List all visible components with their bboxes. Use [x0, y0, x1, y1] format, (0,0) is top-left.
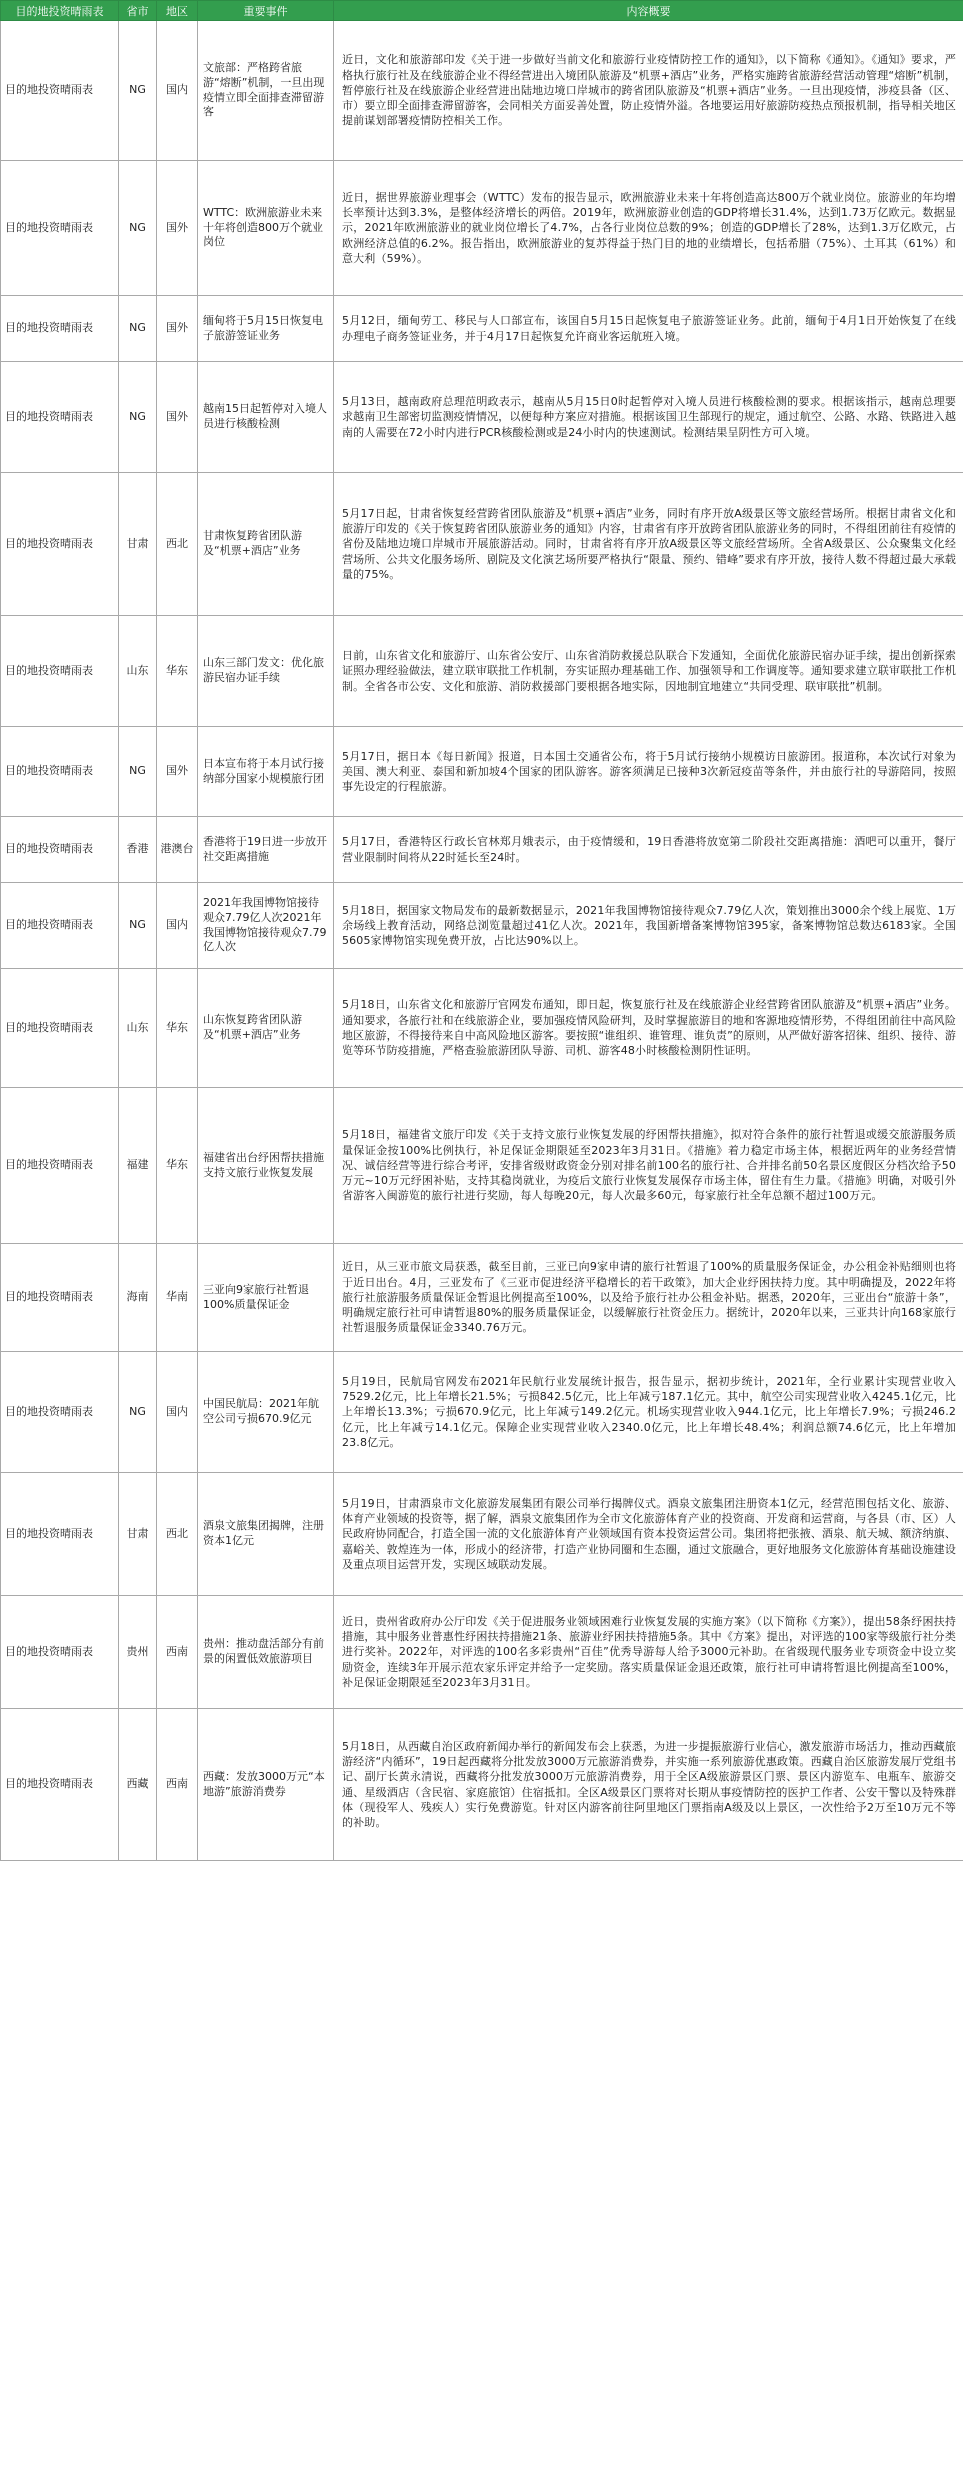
- row-source: 目的地投资晴雨表: [1, 1352, 119, 1473]
- row-summary: 日前，山东省文化和旅游厅、山东省公安厅、山东省消防救援总队联合下发通知，全面优化旅游民宿办证手续，提出创新探索证照办理经验做法，建立联审联批工作机制，夯实证照办理基础工作、加强领导和工作调度等。通知要求建立联审联批工作机制。全省各市公安、文化和旅游、消防救援部门要根据各地实际，因地制宜地建立“共同受理、联审联批”机制。: [334, 616, 963, 727]
- row-region: 西南: [157, 1596, 198, 1709]
- row-region: 华南: [157, 1244, 198, 1352]
- row-summary: 5月18日，从西藏自治区政府新闻办举行的新闻发布会上获悉，为进一步提振旅游行业信心，激发旅游市场活力，推动西藏旅游经济“内循环”，19日起西藏将分批发放3000万元旅游消费券，并实施一系列旅游优惠政策。西藏自治区旅游发展厅党组书记、副厅长黄永清说，西藏将分批发放3000万元旅游消费券，用于全区A级旅游景区门票、景区内游览车、电瓶车、旅游交通、星级酒店（含民宿、家庭旅馆）住宿抵扣。全区A级景区门票将对长期从事疫情防控的医护工作者、公安干警以及特殊群体（现役军人、残疾人）实行免费游览。针对区内游客前往阿里地区门票指南A级及以上景区，一次性给予2万至10万元不等的补助。: [334, 1709, 963, 1861]
- row-region: 华东: [157, 616, 198, 727]
- row-summary: 近日，文化和旅游部印发《关于进一步做好当前文化和旅游行业疫情防控工作的通知》，以下简称《通知》。《通知》要求，严格执行旅行社及在线旅游企业不得经营进出入境团队旅游及“机票+酒店”业务，严格实施跨省旅游经营活动管理“熔断”机制，暂停旅行社及在线旅游企业经营进出陆地边境口岸城市的跨省团队旅游及“机票+酒店”业务。一旦出现疫情，涉疫县备（区、市）要立即全面排查滞留游客，会同相关方面妥善处置，防止疫情外溢。各地要运用好旅游防疫热点预报机制，指导相关地区提前谋划部署疫情防控相关工作。: [334, 21, 963, 161]
- row-region: 西北: [157, 1473, 198, 1596]
- row-province: 福建: [119, 1088, 157, 1244]
- table-row: [1, 362, 963, 473]
- row-region: 国内: [157, 21, 198, 161]
- row-province: NG: [119, 883, 157, 969]
- row-event: 甘肃恢复跨省团队游及“机票+酒店”业务: [198, 473, 334, 616]
- row-event: 文旅部：严格跨省旅游“熔断”机制，一旦出现疫情立即全面排查滞留游客: [198, 21, 334, 161]
- row-province: NG: [119, 161, 157, 296]
- row-region: 华东: [157, 969, 198, 1088]
- row-province: 香港: [119, 817, 157, 883]
- table-row: [1, 1709, 963, 1861]
- header-province: 省市: [119, 1, 157, 21]
- row-event: WTTC：欧洲旅游业未来十年将创造800万个就业岗位: [198, 161, 334, 296]
- row-province: 贵州: [119, 1596, 157, 1709]
- row-summary: 近日，据世界旅游业理事会（WTTC）发布的报告显示，欧洲旅游业未来十年将创造高达800万个就业岗位。旅游业的年均增长率预计达到3.3%，是整体经济增长的两倍。2019年，欧洲旅游业创造的GDP将增长31.4%，达到1.73万亿欧元。数据显示，2021年欧洲旅游业的就业岗位增长了4.7%，占各行业岗位总数的9%；创造的GDP增长了28%，达到1.3万亿欧元，占欧洲经济总值的6.2%。报告指出，欧洲旅游业的复苏得益于热门目的地的业绩增长，包括希腊（75%）、土耳其（61%）和意大利（59%）。: [334, 161, 963, 296]
- row-province: NG: [119, 21, 157, 161]
- table-row: [1, 1088, 963, 1244]
- row-province: NG: [119, 362, 157, 473]
- row-region: 港澳台: [157, 817, 198, 883]
- row-province: 甘肃: [119, 473, 157, 616]
- row-region: 国内: [157, 883, 198, 969]
- row-province: 海南: [119, 1244, 157, 1352]
- table-row: [1, 473, 963, 616]
- table-row: [1, 21, 963, 161]
- row-source: 目的地投资晴雨表: [1, 161, 119, 296]
- row-province: 山东: [119, 616, 157, 727]
- row-region: 西北: [157, 473, 198, 616]
- table-row: [1, 1352, 963, 1473]
- header-summary: 内容概要: [334, 1, 963, 21]
- row-source: 目的地投资晴雨表: [1, 817, 119, 883]
- row-event: 香港将于19日进一步放开社交距离措施: [198, 817, 334, 883]
- table-row: [1, 296, 963, 362]
- row-summary: 5月18日，据国家文物局发布的最新数据显示，2021年我国博物馆接待观众7.79亿人次，策划推出3000余个线上展览、1万余场线上教育活动，网络总浏览量超过41亿人次。2021年，我国新增备案博物馆395家，备案博物馆总数达6183家。全国5605家博物馆实现免费开放，占比达90%以上。: [334, 883, 963, 969]
- table-row: [1, 1473, 963, 1596]
- row-source: 目的地投资晴雨表: [1, 616, 119, 727]
- row-region: 国外: [157, 296, 198, 362]
- header-event: 重要事件: [198, 1, 334, 21]
- row-summary: 5月17日起，甘肃省恢复经营跨省团队旅游及“机票+酒店”业务，同时有序开放A级景区等文旅经营场所。根据甘肃省文化和旅游厅印发的《关于恢复跨省团队旅游业务的通知》内容，甘肃省有序开放跨省团队旅游业务的同时，不得组团前往有疫情的省份及陆地边境口岸城市开展旅游活动。同时，甘肃省将有序开放A级景区等文旅经营场所。全省A级景区、公众聚集文化经营场所、公共文化服务场所、剧院及文化演艺场所要严格执行“限量、预约、错峰”要求有序开放，接待人数不得超过最大承载量的75%。: [334, 473, 963, 616]
- row-province: NG: [119, 296, 157, 362]
- row-source: 目的地投资晴雨表: [1, 1473, 119, 1596]
- row-region: 西南: [157, 1709, 198, 1861]
- row-province: NG: [119, 1352, 157, 1473]
- row-summary: 5月17日，香港特区行政长官林郑月娥表示，由于疫情缓和，19日香港将放宽第二阶段社交距离措施：酒吧可以重开，餐厅营业限制时间将从22时延长至24时。: [334, 817, 963, 883]
- table-row: [1, 817, 963, 883]
- row-summary: 5月17日，据日本《每日新闻》报道，日本国土交通省公布，将于5月试行接纳小规模访日旅游团。报道称，本次试行对象为美国、澳大利亚、泰国和新加坡4个国家的团队游客。游客须满足已接种3次新冠疫苗等条件，并由旅行社的导游陪同，按照事先设定的行程旅游。: [334, 727, 963, 817]
- row-event: 越南15日起暂停对入境人员进行核酸检测: [198, 362, 334, 473]
- row-event: 山东三部门发文：优化旅游民宿办证手续: [198, 616, 334, 727]
- row-region: 国内: [157, 1352, 198, 1473]
- row-event: 福建省出台纾困帮扶措施支持文旅行业恢复发展: [198, 1088, 334, 1244]
- row-province: 甘肃: [119, 1473, 157, 1596]
- row-source: 目的地投资晴雨表: [1, 969, 119, 1088]
- row-province: NG: [119, 727, 157, 817]
- header-source: 目的地投资晴雨表: [1, 1, 119, 21]
- row-source: 目的地投资晴雨表: [1, 362, 119, 473]
- row-summary: 5月18日，山东省文化和旅游厅官网发布通知，即日起，恢复旅行社及在线旅游企业经营跨省团队旅游及“机票+酒店”业务。通知要求，各旅行社和在线旅游企业，要加强疫情风险研判，及时掌握旅游目的地和客源地疫情形势，不得组团前往中高风险地区旅游，不得接待来自中高风险地区游客。要按照“谁组织、谁管理、谁负责”的原则，从严做好游客招徕、组织、接待、游览等环节防疫措施，严格查验旅游团队导游、司机、游客48小时核酸检测阴性证明。: [334, 969, 963, 1088]
- table-row: [1, 883, 963, 969]
- header-region: 地区: [157, 1, 198, 21]
- row-summary: 5月18日，福建省文旅厅印发《关于支持文旅行业恢复发展的纾困帮扶措施》，拟对符合条件的旅行社暂退或缓交旅游服务质量保证金按100%比例执行，补足保证金期限延至2023年3月31日。《措施》着力稳定市场主体，根据近两年的业务经营情况、诚信经营等进行综合考评，安排省级财政资金分别对排名前100名的旅行社、合并排名前50名景区度假区分档次给予50万元~10万元纾困补贴，支持其稳岗就业，为疫后文旅行业恢复发展保存市场主体，留住有生力量。《措施》明确，对吸引外省游客入闽游览的旅行社进行奖励，每人每晚20元，每人次最多60元，每家旅行社全年总额不超过100万元。: [334, 1088, 963, 1244]
- row-event: 酒泉文旅集团揭牌，注册资本1亿元: [198, 1473, 334, 1596]
- row-source: 目的地投资晴雨表: [1, 1596, 119, 1709]
- row-source: 目的地投资晴雨表: [1, 473, 119, 616]
- row-event: 三亚向9家旅行社暂退100%质量保证金: [198, 1244, 334, 1352]
- row-region: 国外: [157, 362, 198, 473]
- header-row: [1, 1, 963, 21]
- table-row: [1, 161, 963, 296]
- row-event: 中国民航局：2021年航空公司亏损670.9亿元: [198, 1352, 334, 1473]
- table-row: [1, 616, 963, 727]
- row-event: 西藏：发放3000万元“本地游”旅游消费券: [198, 1709, 334, 1861]
- row-source: 目的地投资晴雨表: [1, 1088, 119, 1244]
- row-region: 华东: [157, 1088, 198, 1244]
- row-event: 山东恢复跨省团队游及“机票+酒店”业务: [198, 969, 334, 1088]
- row-source: 目的地投资晴雨表: [1, 1709, 119, 1861]
- row-summary: 5月19日，民航局官网发布2021年民航行业发展统计报告，报告显示，据初步统计，2021年，全行业累计实现营业收入7529.2亿元，比上年增长21.5%；亏损842.5亿元，比上年减亏187.1亿元。其中，航空公司实现营业收入4245.1亿元，比上年增长13.3%；亏损670.9亿元，比上年减亏149.2亿元。机场实现营业收入944.1亿元，比上年增长7.9%；亏损246.2亿元，比上年减亏14.1亿元。保障企业实现营业收入2340.0亿元，比上年增长48.4%；利润总额74.6亿元，比上年增加23.8亿元。: [334, 1352, 963, 1473]
- row-summary: 5月13日，越南政府总理范明政表示，越南从5月15日0时起暂停对入境人员进行核酸检测的要求。根据该指示，越南总理要求越南卫生部密切监测疫情情况，以便每种方案应对措施。根据该国卫生部现行的规定，通过航空、公路、水路、铁路进入越南的人需要在72小时内进行PCR核酸检测或是24小时内的快速测试。检测结果呈阴性方可入境。: [334, 362, 963, 473]
- row-region: 国外: [157, 727, 198, 817]
- row-source: 目的地投资晴雨表: [1, 296, 119, 362]
- row-event: 缅甸将于5月15日恢复电子旅游签证业务: [198, 296, 334, 362]
- row-summary: 近日，从三亚市旅文局获悉，截至目前，三亚已向9家申请的旅行社暂退了100%的质量服务保证金，办公租金补贴细则也将于近日出台。4月，三亚发布了《三亚市促进经济平稳增长的若干政策》，加大企业纾困扶持力度。其中明确提及，2022年将旅行社旅游服务质量保证金暂退比例提高至100%，以及给予旅行社办公租金补贴。据悉，2020年，三亚出台“旅游十条”，明确规定旅行社可申请暂退80%的服务质量保证金，以缓解旅行社资金压力。据统计，2020年以来，三亚共计向168家旅行社暂退服务质量保证金3340.76万元。: [334, 1244, 963, 1352]
- table-row: [1, 969, 963, 1088]
- row-region: 国外: [157, 161, 198, 296]
- table-body: [1, 21, 963, 1861]
- row-source: 目的地投资晴雨表: [1, 21, 119, 161]
- row-summary: 5月12日，缅甸劳工、移民与人口部宣布，该国自5月15日起恢复电子旅游签证业务。此前，缅甸于4月1日开始恢复了在线办理电子商务签证业务，并于4月17日起恢复允许商业客运航班入境。: [334, 296, 963, 362]
- row-province: 山东: [119, 969, 157, 1088]
- table-row: [1, 1596, 963, 1709]
- row-summary: 近日，贵州省政府办公厅印发《关于促进服务业领域困难行业恢复发展的实施方案》（以下简称《方案》），提出58条纾困扶持措施，其中服务业普惠性纾困扶持措施21条、旅游业纾困扶持措施5条。其中《方案》提出，对评选的100家等级旅行社分类进行奖补。2022年，对评选的100名多彩贵州“百佳”优秀导游每人给予3000元补助。在省级现代服务业专项资金中设立奖励资金，连续3年开展示范农家乐评定并给予一定奖励。落实质量保证金退还政策，旅行社可申请将暂退比例提高至100%，补足保证金期限延至2023年3月31日。: [334, 1596, 963, 1709]
- row-event: 2021年我国博物馆接待观众7.79亿人次2021年我国博物馆接待观众7.79亿人次: [198, 883, 334, 969]
- table-row: [1, 1244, 963, 1352]
- row-event: 日本宣布将于本月试行接纳部分国家小规模旅行团: [198, 727, 334, 817]
- row-event: 贵州：推动盘活部分有前景的闲置低效旅游项目: [198, 1596, 334, 1709]
- table-row: [1, 727, 963, 817]
- row-source: 目的地投资晴雨表: [1, 1244, 119, 1352]
- row-source: 目的地投资晴雨表: [1, 727, 119, 817]
- row-summary: 5月19日，甘肃酒泉市文化旅游发展集团有限公司举行揭牌仪式。酒泉文旅集团注册资本1亿元，经营范围包括文化、旅游、体育产业领域的投资等，据了解，酒泉文旅集团作为全市文化旅游体育产业的投资商、开发商和运营商，与各县（市、区）人民政府协同配合，打造全国一流的文化旅游体育产业领域国有资本投资运营公司。集团将把张掖、酒泉、航天城、额济纳旗、嘉峪关、敦煌连为一体，形成小的经济带，打造产业协同圈和生态圈，通过文旅融合，更好地服务文化旅游体育基础设施建设及重点项目运营开发，实现区域联动发展。: [334, 1473, 963, 1596]
- row-province: 西藏: [119, 1709, 157, 1861]
- row-source: 目的地投资晴雨表: [1, 883, 119, 969]
